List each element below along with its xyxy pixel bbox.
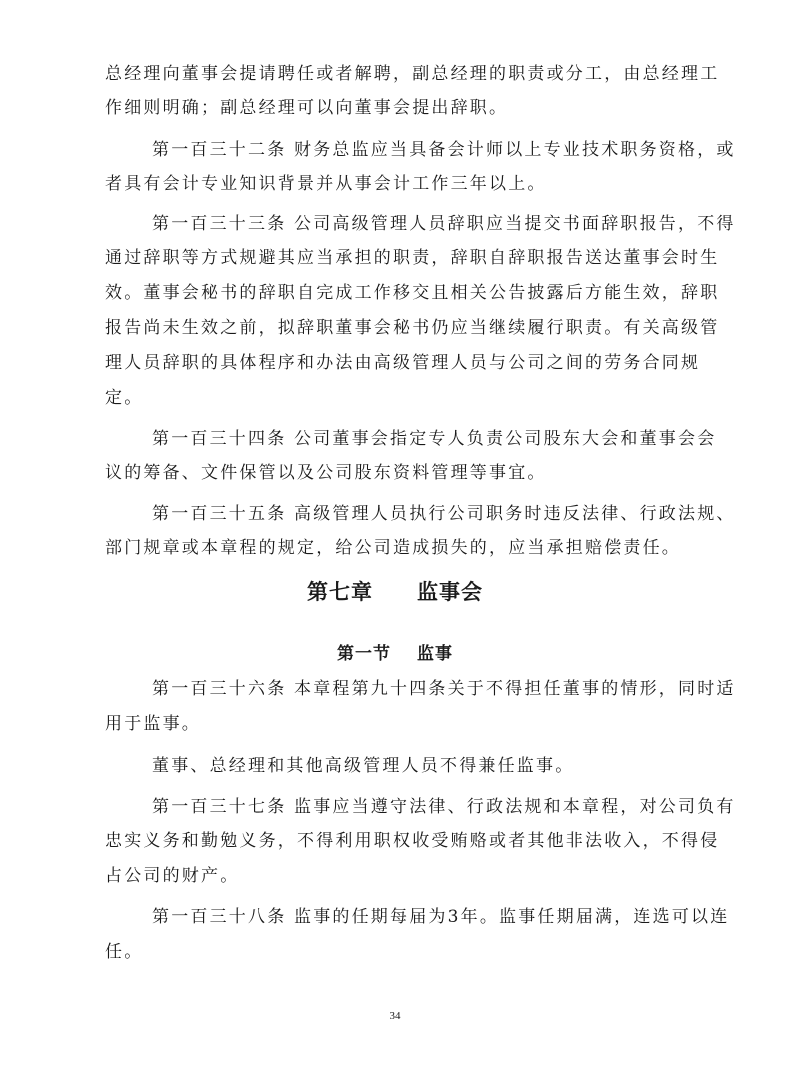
text-line: 第一百三十六条 本章程第九十四条关于不得担任董事的情形，同时适 (152, 679, 736, 699)
text-line: 第一百三十二条 财务总监应当具备会计师以上专业技术职务资格，或 (152, 140, 736, 160)
section-heading (0, 643, 790, 665)
text-line: 定。 (105, 388, 144, 408)
text-line: 部门规章或本章程的规定，给公司造成损失的，应当承担赔偿责任。 (105, 538, 681, 558)
text-line: 第一百三十七条 监事应当遵守法律、行政法规和本章程，对公司负有 (152, 797, 736, 817)
text-line: 任。 (105, 942, 144, 962)
text-line: 报告尚未生效之前，拟辞职董事会秘书仍应当继续履行职责。有关高级管 (105, 318, 720, 338)
page-number: 34 (389, 1010, 401, 1022)
text-line: 议的筹备、文件保管以及公司股东资料管理等事宜。 (105, 463, 547, 483)
text-line: 董事、总经理和其他高级管理人员不得兼任监事。 (152, 756, 575, 776)
text-line: 占公司的财产。 (105, 866, 240, 886)
chapter-number: 第七章 (307, 579, 373, 604)
chapter-title: 监事会 (417, 579, 483, 604)
text-line: 第一百三十五条 高级管理人员执行公司职务时违反法律、行政法规、 (152, 504, 736, 524)
chapter-heading (0, 578, 790, 606)
text-line: 总经理向董事会提请聘任或者解聘，副总经理的职责或分工，由总经理工 (105, 64, 720, 84)
section-title: 监事 (417, 644, 453, 664)
text-line: 者具有会计专业知识背景并从事会计工作三年以上。 (105, 174, 547, 194)
text-line: 用于监事。 (105, 714, 201, 734)
text-line: 理人员辞职的具体程序和办法由高级管理人员与公司之间的劳务合同规 (105, 353, 701, 373)
text-line: 通过辞职等方式规避其应当承担的职责，辞职自辞职报告送达董事会时生 (105, 248, 720, 268)
text-line: 第一百三十四条 公司董事会指定专人负责公司股东大会和董事会会 (152, 429, 717, 449)
text-line: 作细则明确；副总经理可以向董事会提出辞职。 (105, 98, 509, 118)
text-line: 效。董事会秘书的辞职自完成工作移交且相关公告披露后方能生效，辞职 (105, 283, 720, 303)
section-number: 第一节 (337, 644, 391, 664)
text-line: 忠实义务和勤勉义务，不得利用职权收受贿赂或者其他非法收入，不得侵 (105, 831, 720, 851)
text-line: 第一百三十八条 监事的任期每届为3年。监事任期届满，连选可以连 (152, 907, 730, 927)
text-line: 第一百三十三条 公司高级管理人员辞职应当提交书面辞职报告，不得 (152, 214, 736, 234)
